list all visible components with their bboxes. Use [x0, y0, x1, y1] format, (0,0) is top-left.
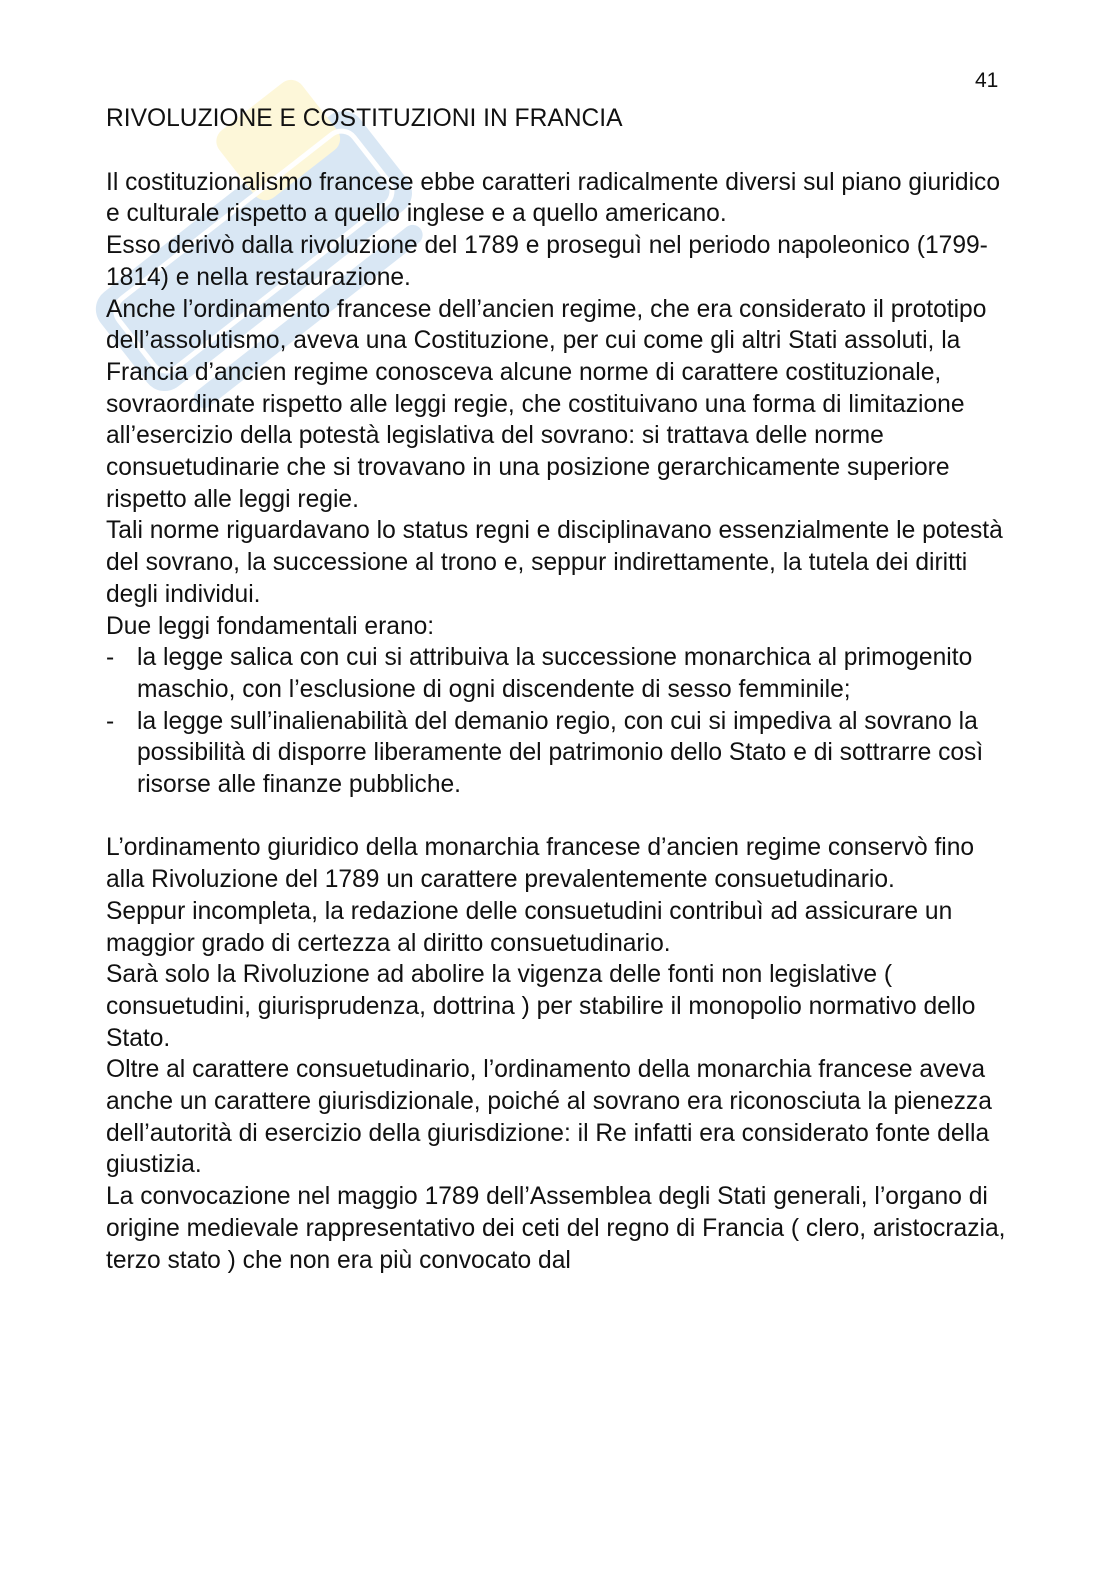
paragraph: Oltre al carattere consuetudinario, l’ordinamento della monarchia francese aveva anche un carattere giurisdizionale, poiché al sovrano era riconosciuta la pienezza dell’autorità di esercizio della giurisdizione: il Re infatti era considerato fonte della giustizia. — [106, 1056, 992, 1179]
paragraph: Due leggi fondamentali erano: — [106, 612, 435, 640]
paragraph: Esso derivò dalla rivoluzione del 1789 e proseguì nel periodo napoleonico (1799-1814) e nella restaurazione. — [106, 232, 988, 291]
paragraph: Tali norme riguardavano lo status regni e disciplinavano essenzialmente le potestà del sovrano, la successione al trono e, seppur indirettamente, la tutela dei diritti degli individui. — [106, 517, 1003, 608]
section-spacer — [106, 801, 1011, 833]
paragraph: L’ordinamento giuridico della monarchia francese d’ancien regime conservò fino alla Rivoluzione del 1789 un carattere prevalentemente consuetudinario. — [106, 834, 975, 894]
paragraph: Sarà solo la Rivoluzione ad abolire la vigenza delle fonti non legislative ( consuetudini, giurisprudenza, dottrina ) per stabilire il monopolio normativo dello Stato. — [106, 961, 976, 1052]
paragraph: Anche l’ordinamento francese dell’ancien regime, che era considerato il prototipo dell’assolutismo, aveva una Costituzione, per cui come gli altri Stati assoluti, la Francia d’ancien regime conosceva alcune norme di carattere costituzionale, sovraordinate rispetto alle leggi regie, che costituivano una forma di limitazione all’esercizio della potestà legislativa del sovrano: si trattava delle norme consuetudinarie che si trovavano in una posizione gerarchicamente superiore rispetto alle leggi regie. — [106, 295, 987, 513]
document-body — [106, 103, 1011, 1276]
list-item: - la legge sull’inalienabilità del demanio regio, con cui si impediva al sovrano la possibilità di disporre liberamente del patrimonio dello Stato e di sottrarre così risorse alle finanze pubbliche. — [106, 706, 1011, 801]
paragraph: Seppur incompleta, la redazione delle consuetudini contribuì ad assicurare un maggior grado di certezza al diritto consuetudinario. — [106, 897, 953, 957]
paragraph: La convocazione nel maggio 1789 dell’Assemblea degli Stati generali, l’organo di origine medievale rappresentativo dei ceti del regno di Francia ( clero, aristocrazia, terzo stato ) che non era più convocato dal — [106, 1183, 1006, 1274]
page-number: 41 — [975, 69, 999, 92]
paragraph: Il costituzionalismo francese ebbe caratteri radicalmente diversi sul piano giuridico e culturale rispetto a quello inglese e a quello americano. — [106, 168, 1001, 228]
list-item: - la legge salica con cui si attribuiva la successione monarchica al primogenito maschio, con l’esclusione di ogni discendente di sesso femminile; — [106, 642, 1011, 705]
fundamental-laws-list — [106, 642, 1011, 801]
page-title: RIVOLUZIONE E COSTITUZIONI IN FRANCIA — [106, 105, 623, 132]
